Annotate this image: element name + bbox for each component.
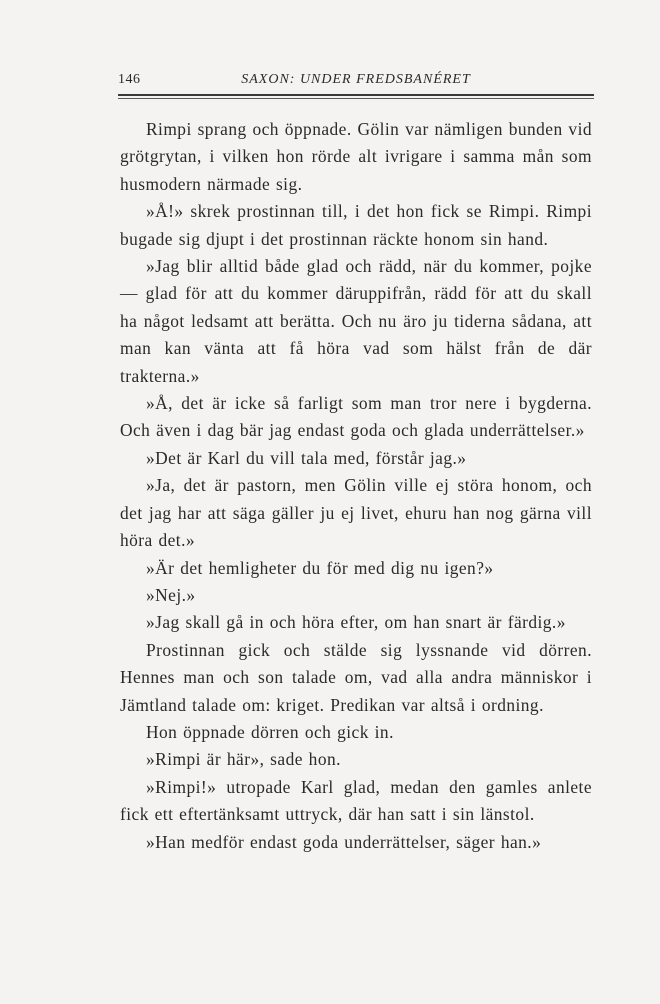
paragraph: »Är det hemligheter du för med dig nu igen?»: [146, 557, 494, 578]
header-rule-thick: [118, 94, 594, 96]
paragraph: »Jag skall gå in och höra efter, om han snart är färdig.»: [146, 612, 566, 633]
page-number: 146: [118, 72, 141, 87]
paragraph: »Jag blir alltid både glad och rädd, när du kommer, pojke — glad för att du kommer däruppifrån, rädd för att du skall ha något ledsamt att berätta. Och nu äro ju tiderna sådana, att man kan vänta att få höra vad som hälst från de där trakterna.»: [120, 256, 592, 386]
running-title: SAXON: UNDER FREDSBANÉRET: [241, 72, 471, 87]
paragraph: Rimpi sprang och öppnade. Gölin var nämligen bunden vid grötgrytan, i vilken hon rörde alt ivrigare i samma mån som husmodern närmade sig.: [120, 119, 592, 194]
paragraph: Hon öppnade dörren och gick in.: [146, 721, 394, 742]
paragraph: »Det är Karl du vill tala med, förstår jag.»: [146, 447, 467, 468]
paragraph: »Rimpi är här», sade hon.: [146, 749, 341, 770]
paragraph: »Han medför endast goda underrättelser, säger han.»: [146, 831, 542, 852]
paragraph: Prostinnan gick och stälde sig lyssnande vid dörren. Hennes man och son talade om, vad alla andra människor i Jämtland talade om: kriget. Predikan var altså i ordning.: [120, 639, 592, 715]
paragraph: »Nej.»: [146, 584, 196, 605]
header-rule-thin: [118, 98, 594, 99]
paragraph: »Rimpi!» utropade Karl glad, medan den gamles anlete fick ett eftertänksamt uttryck, där han satt i sin länstol.: [120, 776, 592, 825]
running-head: [118, 70, 594, 92]
paragraph: »Ja, det är pastorn, men Gölin ville ej störa honom, och det jag har att säga gäller ju ej livet, ehuru han nog gärna vill höra det.»: [120, 475, 592, 551]
paragraph: »Å!» skrek prostinnan till, i det hon fick se Rimpi. Rimpi bugade sig djupt i det prostinnan räckte honom sin hand.: [120, 201, 592, 249]
body-text: [120, 116, 592, 856]
paragraph: »Å, det är icke så farligt som man tror nere i bygderna. Och även i dag bär jag endast goda och glada underrättelser.»: [120, 393, 592, 441]
